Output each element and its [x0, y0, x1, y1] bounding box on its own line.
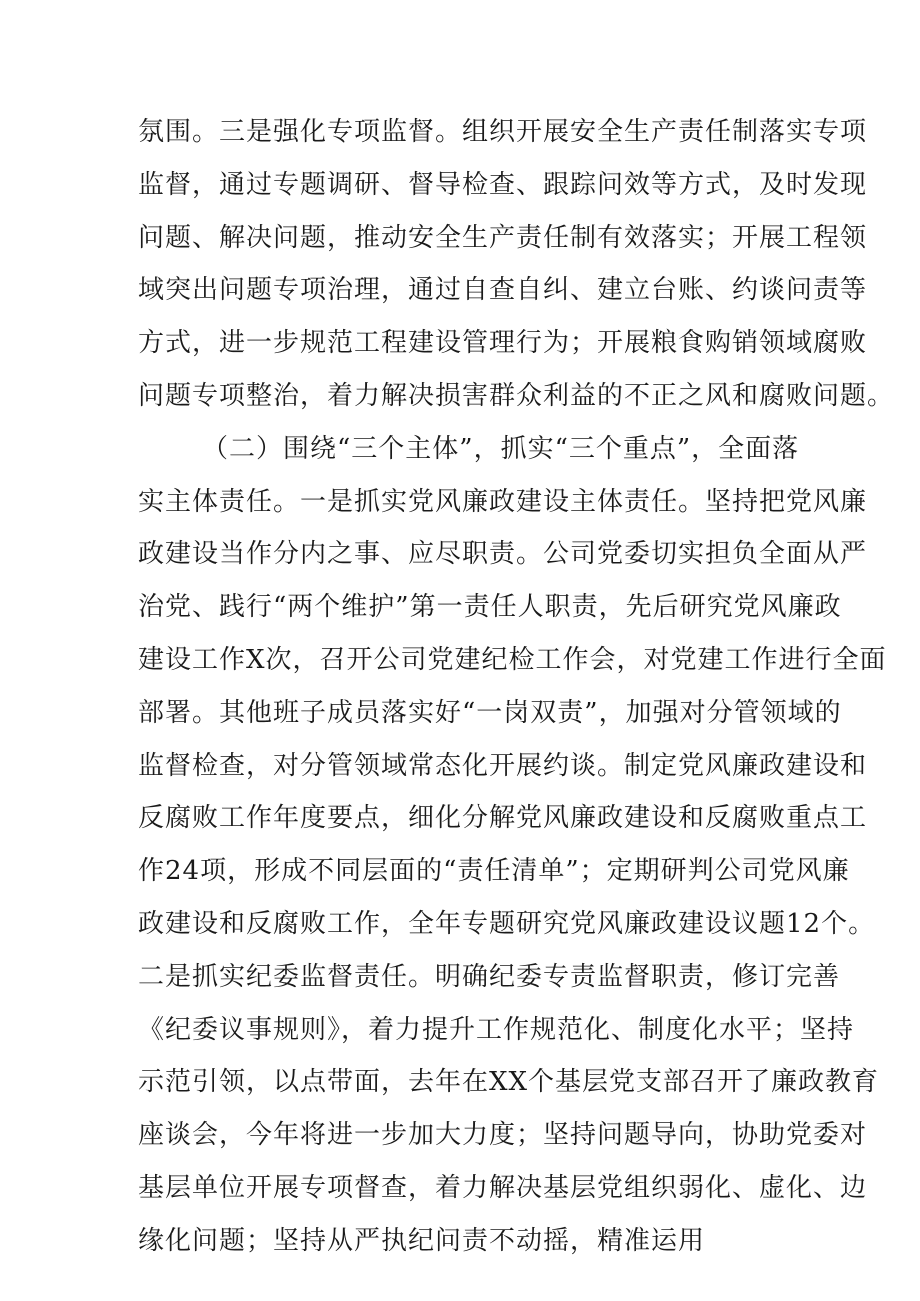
text-line: 监督，通过专题调研、督导检查、跟踪问效等方式，及时发现 — [138, 169, 868, 200]
text-line: 政建设当作分内之事、应尽职责。公司党委切实担负全面从严 — [138, 539, 868, 570]
text-line: 部署。其他班子成员落实好“一岗双责”，加强对分管领域的 — [138, 697, 842, 728]
paragraph-2 — [138, 423, 887, 1268]
text-line: 域突出问题专项治理，通过自查自纠、建立台账、约谈问责等 — [138, 275, 868, 306]
text-line: 监督检查，对分管领域常态化开展约谈。制定党风廉政建设和 — [138, 750, 868, 781]
text-line: 座谈会，今年将进一步加大力度；坚持问题导向，协助党委对 — [138, 1120, 868, 1151]
text-line: 反腐败工作年度要点，细化分解党风廉政建设和反腐败重点工 — [138, 803, 868, 834]
document-body — [138, 106, 895, 1268]
text-line: 作24项，形成不同层面的“责任清单”；定期研判公司党风廉 — [138, 856, 850, 887]
text-line: 《纪委议事规则》，着力提升工作规范化、制度化水平；坚持 — [138, 1014, 855, 1045]
text-line: 氛围。三是强化专项监督。组织开展安全生产责任制落实专项 — [138, 117, 868, 147]
text-line: 政建设和反腐败工作，全年专题研究党风廉政建设议题12个。 — [138, 908, 876, 939]
text-line: 问题专项整治，着力解决损害群众利益的不正之风和腐败问题。 — [138, 380, 895, 411]
paragraph-1 — [138, 106, 895, 423]
text-line: 建设工作X次，召开公司党建纪检工作会，对党建工作进行全面 — [138, 644, 887, 675]
text-line: 实主体责任。一是抓实党风廉政建设主体责任。坚持把党风廉 — [138, 486, 868, 517]
text-line: 基层单位开展专项督查，着力解决基层党组织弱化、虚化、边 — [138, 1172, 868, 1203]
text-line: 问题、解决问题，推动安全生产责任制有效落实；开展工程领 — [138, 222, 868, 253]
text-line: 方式，进一步规范工程建设管理行为；开展粮食购销领域腐败 — [138, 328, 868, 359]
text-line: （二）围绕“三个主体”，抓实“三个重点”，全面落 — [202, 433, 800, 464]
text-line: 二是抓实纪委监督责任。明确纪委专责监督职责，修订完善 — [138, 961, 841, 992]
text-line: 缘化问题；坚持从严执纪问责不动摇，精准运用 — [138, 1225, 706, 1256]
text-line: 治党、践行“两个维护”第一责任人职责，先后研究党风廉政 — [138, 592, 842, 623]
text-line: 示范引领，以点带面，去年在XX个基层党支部召开了廉政教育 — [138, 1067, 880, 1098]
